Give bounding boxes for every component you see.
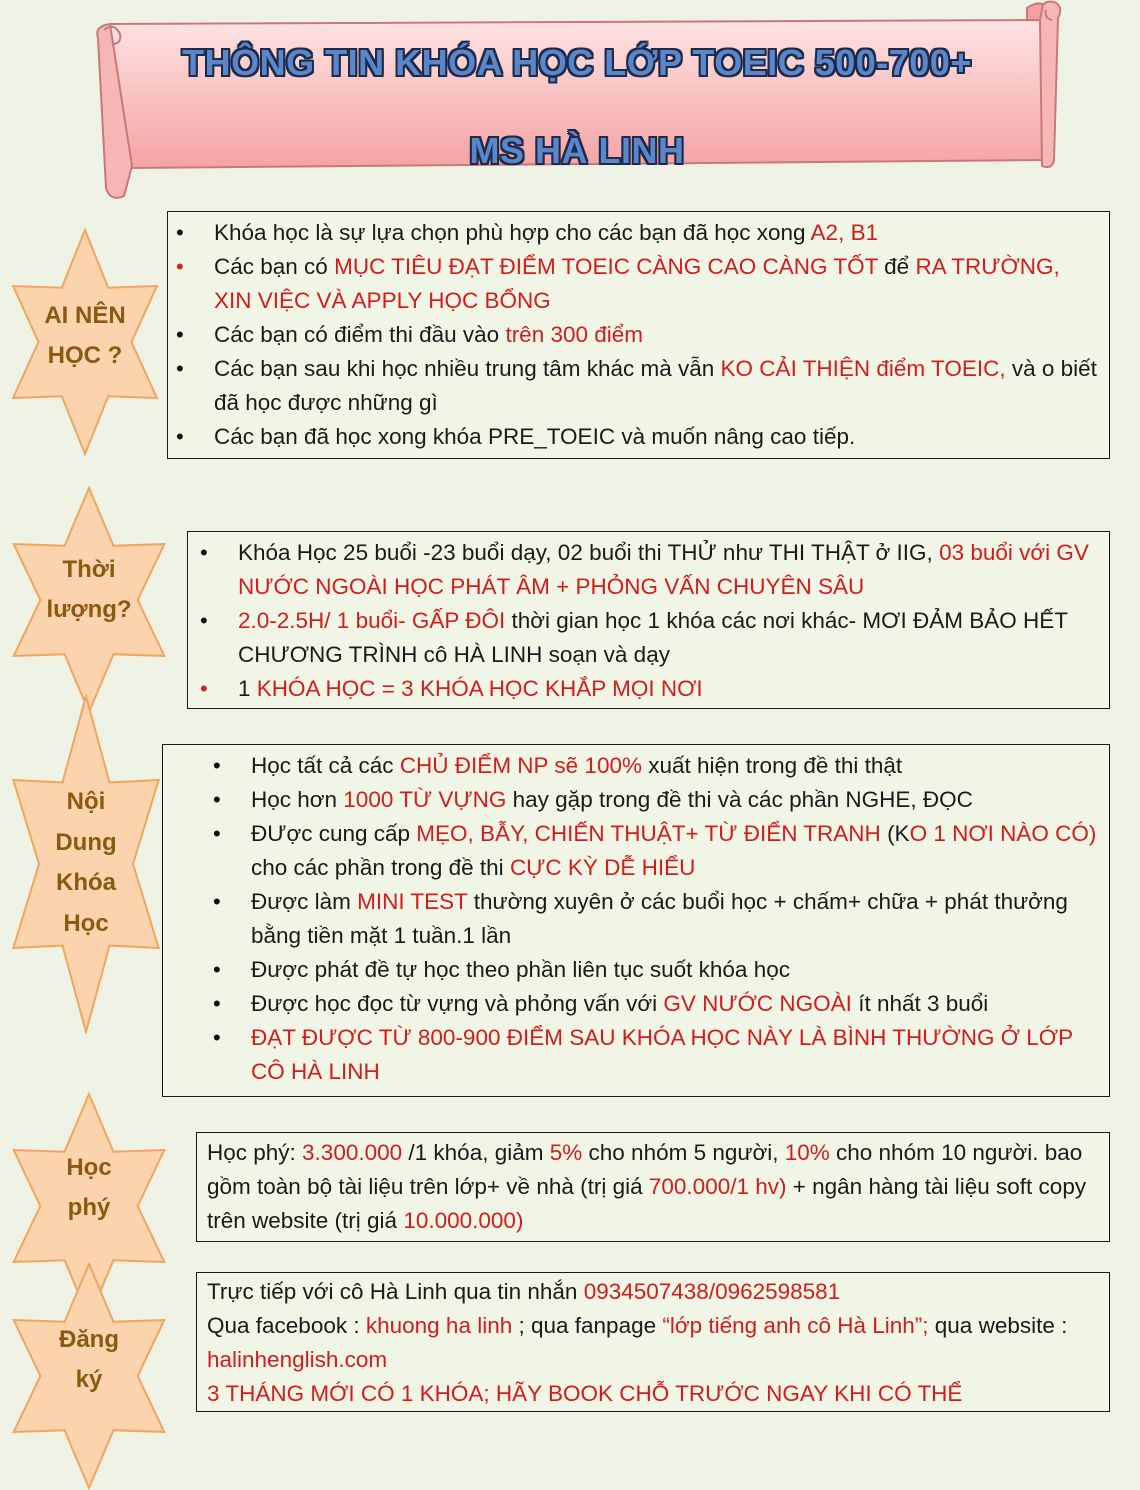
dang-ky-text [207,1275,1099,1411]
box-noi-dung [162,744,1110,1097]
box-hoc-phi [196,1132,1110,1242]
dang-ky-line-notice: 3 THÁNG MỚI CÓ 1 KHÓA; HÃY BOOK CHỖ TRƯỚC NGAY KHI CÓ THỂ [207,1381,963,1406]
list-ai-nen-hoc [172,216,1101,454]
star-label-line1: Thời [62,556,116,583]
list-item: • Học tất cả các CHỦ ĐIỂM NP sẽ 100% xuất hiện trong đề thi thật [209,749,1101,783]
list-item: • Được phát đề tự học theo phần liên tục suốt khóa học [209,953,1101,987]
list-item: • Học hơn 1000 TỪ VỰNG hay gặp trong đề thi và các phần NGHE, ĐỌC [209,783,1101,817]
list-item: • Được học đọc từ vựng và phỏng vấn với GV NƯỚC NGOÀI ít nhất 3 buổi [209,987,1101,1021]
banner-title-line2: MS HÀ LINH [469,130,685,171]
star-dang-ky [0,1262,178,1457]
list-item: • Được làm MINI TEST thường xuyên ở các buổi học + chấm+ chữa + phát thưởng bằng tiền mặt 1 tuần.1 lần [209,885,1101,953]
list-item: • ĐƯợc cung cấp MẸO, BẪY, CHIẾN THUẬT+ TỪ ĐIỂN TRANH (KO 1 NƠI NÀO CÓ) cho các phần trong đề thi CỰC KỲ DỄ HIỂU [209,817,1101,885]
star-label-line1: Nội [66,788,106,815]
list-item: • 1 KHÓA HỌC = 3 KHÓA HỌC KHẮP MỌI NƠI [196,672,1101,706]
star-ai-nen-hoc [0,228,170,456]
star-label-line2: ký [75,1366,103,1393]
dang-ky-line-facebook: Qua facebook : khuong ha linh ; qua fanpage “lớp tiếng anh cô Hà Linh”; qua website : halinhenglish.com [207,1313,1068,1372]
star-label-line2: phý [67,1194,111,1221]
star-label-line2: Dung [55,829,117,856]
list-item: • Các bạn có điểm thi đầu vào trên 300 điểm [172,318,1101,352]
box-ai-nen-hoc [167,211,1110,459]
list-item: • Khóa Học 25 buổi -23 buổi dạy, 02 buổi thi THỬ như THI THẬT ở IIG, 03 buổi với GV NƯỚC NGOÀI HỌC PHÁT ÂM + PHỎNG VẤN CHUYÊN SÂU [196,536,1101,604]
star-thoi-luong [0,486,178,714]
box-thoi-luong [187,531,1110,709]
list-item: • Các bạn đã học xong khóa PRE_TOEIC và muốn nâng cao tiếp. [172,420,1101,454]
list-item: • 2.0-2.5H/ 1 buổi- GẤP ĐÔI thời gian học 1 khóa các nơi khác- MƠI ĐẢM BẢO HẾT CHƯƠNG TRÌNH cô HÀ LINH soạn và dạy [196,604,1101,672]
list-item: • Các bạn sau khi học nhiều trung tâm khác mà vẫn KO CẢI THIỆN điểm TOEIC, và o biết đã học được những gì [172,352,1101,420]
dang-ky-line-phone: Trực tiếp với cô Hà Linh qua tin nhắn 0934507438/0962598581 [207,1279,841,1304]
box-dang-ky [196,1272,1110,1412]
star-label-line4: Học [63,910,109,937]
hoc-phi-text: Học phý: 3.300.000 /1 khóa, giảm 5% cho nhóm 5 người, 10% cho nhóm 10 người. bao gồm toàn bộ tài liệu trên lớp+ về nhà (trị giá 700.000/1 hv) + ngân hàng tài liệu soft copy trên website (trị giá 10.000.000) [207,1140,1087,1233]
list-item: • Các bạn có MỤC TIÊU ĐẠT ĐIỂM TOEIC CÀNG CAO CÀNG TỐT để RA TRƯỜNG, XIN VIỆC VÀ APPLY HỌC BỔNG [172,250,1101,318]
star-label-line3: Khóa [56,869,116,896]
star-noi-dung [0,694,172,1034]
website-link[interactable]: halinhenglish.com [207,1347,388,1372]
title-banner [92,0,1062,200]
star-label-line1: Học [66,1154,112,1181]
list-thoi-luong [196,536,1101,706]
fanpage-link[interactable]: “lớp tiếng anh cô Hà Linh”; [662,1313,929,1338]
facebook-link[interactable]: khuong ha linh [365,1313,513,1338]
star-label-line2: HỌC ? [47,342,123,369]
star-label-line1: AI NÊN [44,302,126,329]
list-item: • Khóa học là sự lựa chọn phù hợp cho các bạn đã học xong A2, B1 [172,216,1101,250]
banner-title-line1: THÔNG TIN KHÓA HỌC LỚP TOEIC 500-700+ [182,42,972,83]
star-label-line2: lượng? [46,596,132,623]
star-label-line1: Đăng [59,1326,119,1353]
list-noi-dung [209,749,1101,1089]
list-item: • ĐẠT ĐƯỢC TỪ 800-900 ĐIỂM SAU KHÓA HỌC NÀY LÀ BÌNH THƯỜNG Ở LỚP CÔ HÀ LINH [209,1021,1101,1089]
